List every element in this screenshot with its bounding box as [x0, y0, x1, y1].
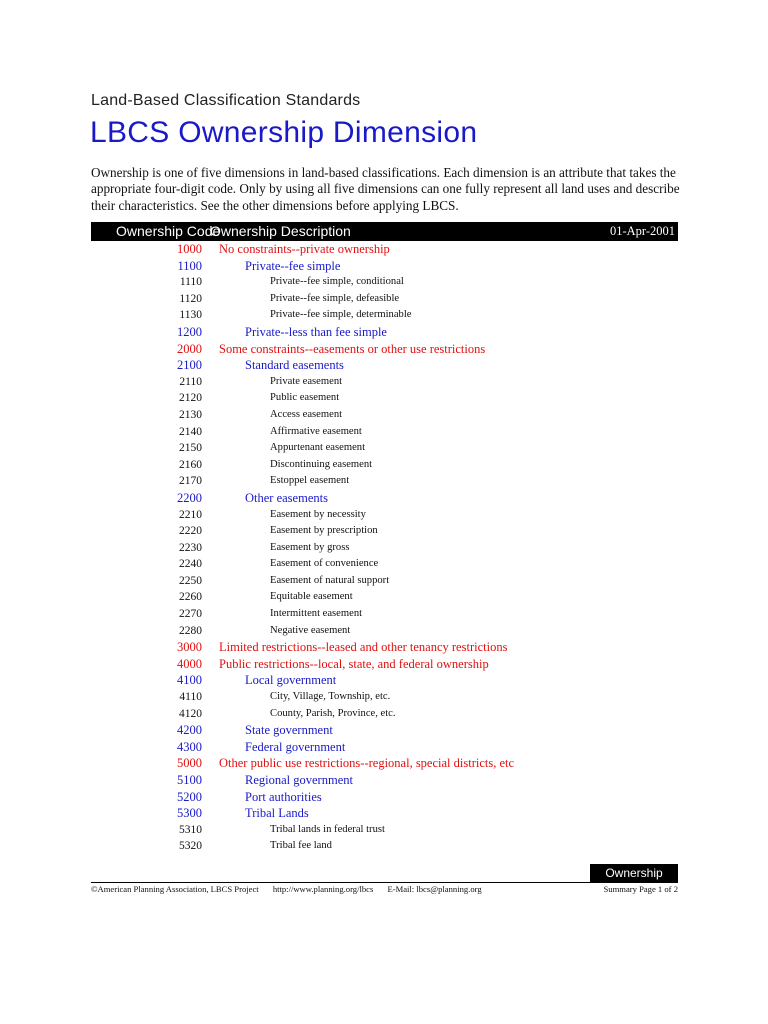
table-row: [0, 307, 768, 324]
table-row: [0, 507, 768, 524]
ownership-code: 2240: [179, 558, 202, 571]
footer-page-number: Summary Page 1 of 2: [603, 884, 678, 894]
table-row: [0, 722, 768, 739]
ownership-code: 2270: [179, 608, 202, 621]
table-row: [0, 755, 768, 772]
table-header: [91, 222, 678, 241]
ownership-description: Public easement: [270, 392, 340, 404]
table-row: [0, 523, 768, 540]
ownership-description: Private--fee simple, defeasible: [270, 292, 400, 304]
ownership-description: State government: [245, 723, 333, 738]
footer-email-link[interactable]: E-Mail: lbcs@planning.org: [387, 884, 482, 894]
ownership-code: 3000: [177, 640, 202, 655]
page-title: LBCS Ownership Dimension: [90, 116, 478, 149]
ownership-description: Negative easement: [270, 624, 351, 636]
ownership-description: Private--less than fee simple: [245, 324, 387, 339]
ownership-code: 2130: [179, 408, 202, 421]
table-row: [0, 623, 768, 640]
ownership-description: Access easement: [270, 408, 343, 420]
ownership-code: 4110: [179, 691, 202, 704]
ownership-code: 5310: [179, 823, 202, 836]
table-row: [0, 540, 768, 557]
table-row: [0, 822, 768, 839]
ownership-description: Easement by necessity: [270, 508, 366, 520]
table-row: [0, 274, 768, 291]
ownership-code: 4200: [177, 723, 202, 738]
ownership-description: Tribal fee land: [270, 840, 332, 852]
ownership-description: Appurtenant easement: [270, 442, 366, 454]
ownership-description: Local government: [245, 673, 337, 688]
table-row: [0, 556, 768, 573]
ownership-code: 5320: [179, 840, 202, 853]
ownership-code: 2220: [179, 525, 202, 538]
table-row: [0, 739, 768, 756]
table-row: [0, 656, 768, 673]
table-row: [0, 291, 768, 308]
ownership-code: 5200: [177, 789, 202, 804]
ownership-code: 2230: [179, 541, 202, 554]
ownership-code: 1000: [177, 242, 202, 256]
ownership-code: 2120: [179, 392, 202, 405]
ownership-code: 4300: [177, 739, 202, 754]
table-row: [0, 589, 768, 606]
document-subtitle: Land-Based Classification Standards: [91, 92, 361, 109]
ownership-code: 1200: [177, 324, 202, 339]
header-code-label: Ownership Code: [116, 223, 221, 239]
ownership-code: 2250: [179, 574, 202, 587]
table-row: [0, 805, 768, 822]
ownership-description: Federal government: [245, 739, 346, 754]
ownership-code: 5300: [177, 806, 202, 821]
ownership-code: 2170: [179, 475, 202, 488]
ownership-description: County, Parish, Province, etc.: [270, 707, 396, 719]
ownership-code: 1100: [177, 258, 202, 273]
table-row: [0, 772, 768, 789]
ownership-code: 2150: [179, 442, 202, 455]
ownership-code: 1130: [179, 309, 202, 322]
table-row: [0, 606, 768, 623]
table-row: [0, 324, 768, 341]
footer-section-tab: Ownership: [590, 864, 678, 882]
ownership-description: Equitable easement: [270, 591, 353, 603]
footer-divider: [91, 882, 678, 883]
table-row: [0, 689, 768, 706]
ownership-table: [0, 241, 768, 855]
header-description-label: Ownership Description: [210, 223, 351, 239]
table-row: [0, 341, 768, 358]
table-row: [0, 490, 768, 507]
ownership-description: No constraints--private ownership: [219, 242, 390, 256]
ownership-description: Private--fee simple, conditional: [270, 276, 404, 288]
ownership-code: 2200: [177, 490, 202, 505]
ownership-description: Standard easements: [245, 358, 344, 373]
ownership-description: City, Village, Township, etc.: [270, 691, 391, 703]
ownership-description: Easement by prescription: [270, 525, 378, 537]
ownership-code: 4000: [177, 656, 202, 671]
table-row: [0, 473, 768, 490]
ownership-description: Easement of natural support: [270, 574, 390, 586]
table-row: [0, 573, 768, 590]
table-row: [0, 440, 768, 457]
ownership-description: Intermittent easement: [270, 608, 363, 620]
table-row: [0, 789, 768, 806]
intro-paragraph: Ownership is one of five dimensions in land-based classifications. Each dimension is an attribute that takes the appropriate four-digit code. Only by using all five dimensions can one fully represent all land uses and describe their characteristics. See the other dimensions before applying LBCS.: [91, 165, 680, 213]
ownership-description: Affirmative easement: [270, 425, 362, 437]
ownership-description: Tribal lands in federal trust: [270, 823, 385, 835]
table-row: [0, 457, 768, 474]
ownership-code: 1110: [179, 276, 202, 289]
ownership-code: 2160: [179, 458, 202, 471]
ownership-code: 2210: [179, 508, 202, 521]
table-row: [0, 374, 768, 391]
ownership-description: Easement by gross: [270, 541, 350, 553]
ownership-code: 2280: [179, 624, 202, 637]
table-row: [0, 639, 768, 656]
ownership-description: Easement of convenience: [270, 558, 379, 570]
ownership-description: Other easements: [245, 490, 328, 505]
ownership-description: Estoppel easement: [270, 475, 350, 487]
ownership-description: Some constraints--easements or other use restrictions: [219, 341, 486, 356]
footer-url-link[interactable]: http://www.planning.org/lbcs: [272, 884, 374, 894]
table-row: [0, 357, 768, 374]
ownership-description: Private easement: [270, 375, 343, 387]
ownership-description: Public restrictions--local, state, and federal ownership: [219, 656, 489, 671]
footer-credits: [91, 884, 494, 894]
ownership-description: Tribal Lands: [245, 806, 309, 821]
ownership-code: 2100: [177, 358, 202, 373]
table-row: [0, 241, 768, 258]
table-row: [0, 838, 768, 855]
footer-copyright: ©American Planning Association, LBCS Project: [91, 884, 259, 894]
ownership-code: 1120: [179, 292, 202, 305]
ownership-code: 5100: [177, 773, 202, 787]
ownership-code: 2110: [179, 375, 202, 388]
ownership-description: Private--fee simple: [245, 258, 341, 273]
table-row: [0, 390, 768, 407]
ownership-code: 4100: [177, 673, 202, 688]
table-row: [0, 424, 768, 441]
ownership-description: Discontinuing easement: [270, 458, 373, 470]
ownership-code: 2140: [179, 425, 202, 438]
ownership-description: Private--fee simple, determinable: [270, 309, 412, 321]
ownership-description: Other public use restrictions--regional, special districts, etc: [219, 756, 515, 771]
ownership-description: Regional government: [245, 773, 353, 787]
table-row: [0, 706, 768, 723]
table-row: [0, 258, 768, 275]
ownership-code: 4120: [179, 707, 202, 720]
table-row: [0, 672, 768, 689]
ownership-code: 5000: [177, 756, 202, 771]
ownership-code: 2260: [179, 591, 202, 604]
header-date: 01-Apr-2001: [609, 224, 675, 238]
ownership-code: 2000: [177, 341, 202, 356]
ownership-description: Port authorities: [245, 789, 322, 804]
table-row: [0, 407, 768, 424]
ownership-description: Limited restrictions--leased and other tenancy restrictions: [219, 640, 508, 655]
